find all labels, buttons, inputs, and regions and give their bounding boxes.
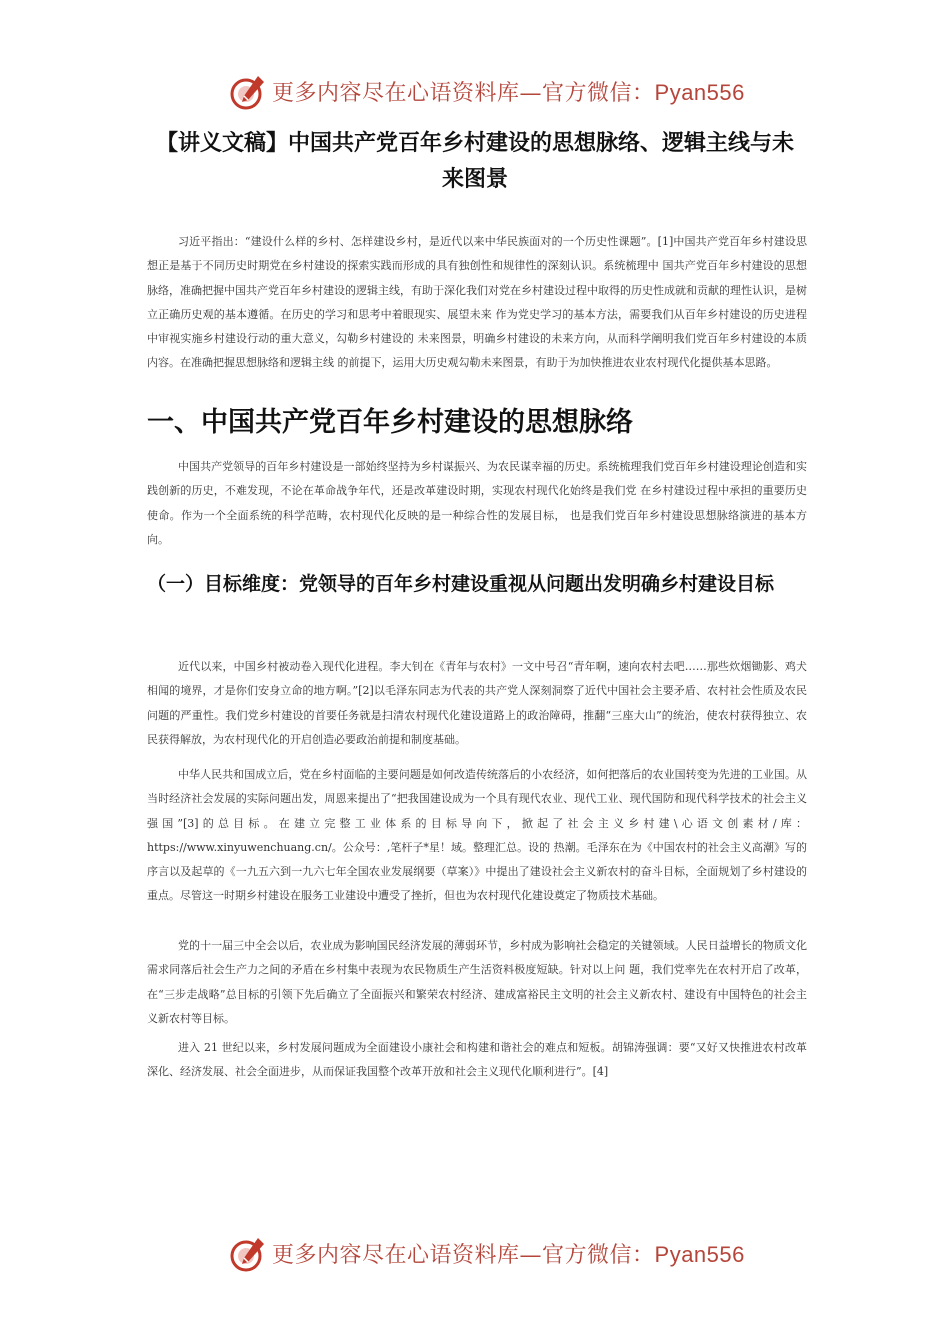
intro-paragraph: 习近平指出：“建设什么样的乡村、怎样建设乡村，是近代以来中华民族面对的一个历史性课题”。[1]中国共产党百年乡村建设思想正是基于不同历史时期党在乡村建设的探索实践而形成的具有独创性和规律性的深刻认识。系统梳理中 国共产党百年乡村建设的思想脉络，准确把握中国共产党百年乡村建设的逻辑主线，有助于深化我们对党在乡村建设过程中取得的历史性成就和贡献的理性认识，是树立正确历史观的基本遵循。在历史的学习和思考中着眼现实、展望未来 作为党史学习的基本方法，需要我们从百年乡村建设的历史进程中审视实施乡村建设行动的重大意义，勾勒乡村建设的 未来图景，明确乡村建设的未来方向，从而科学阐明我们党百年乡村建设的本质内容。在准确把握思想脉络和逻辑主线 的前提下，运用大历史观勾勒未来图景，有助于为加快推进农业农村现代化提供基本思路。 [147, 235, 807, 370]
section-heading-1: 一、中国共产党百年乡村建设的思想脉络 [147, 407, 633, 438]
subsection1-paragraph-2: 中华人民共和国成立后，党在乡村面临的主要问题是如何改造传统落后的小农经济，如何把落后的农业国转变为先进的工业国。从当时经济社会发展的实际问题出发，周恩来提出了“把我国建设成为一个具有现代农业、现代工业、现代国防和现代科学技术的社会主义强国”[3]的总目标。在建立完整工业体系的目标导向下，掀起了社会主义乡村建\心语文创素材/库：https://www.xinyuwenchuang.cn/。公众号：,笔杆子*星！域。整理汇总。设的 热潮。毛泽东在为《中国农村的社会主义高潮》写的序言以及起草的《一九五六到一九六七年全国农业发展纲要（草案）》中提出了建设社会主义新农村的奋斗目标，全面规划了乡村建设的重点。尽管这一时期乡村建设在服务工业建设中遭受了挫折，但也为农村现代化建设奠定了物质技术基础。 [147, 768, 807, 903]
header-banner [0, 70, 950, 114]
banner-text: 更多内容尽在心语资料库—官方微信：Pyan556 [272, 1242, 745, 1268]
subsection1-paragraph-3: 党的十一届三中全会以后，农业成为影响国民经济发展的薄弱环节，乡村成为影响社会稳定的关键领域。人民日益增长的物质文化需求同落后社会生产力之间的矛盾在乡村集中表现为农民物质生产生活资料极度短缺。针对以上问 题，我们党率先在农村开启了改革，在“三步走战略”总目标的引领下先后确立了全面振兴和繁荣农村经济、建成富裕民主文明的社会主义新农村、建设有中国特色的社会主义新农村等目标。 [147, 939, 807, 1025]
wechat-id: Pyan556 [654, 1242, 745, 1267]
subsection1-paragraph-4: 进入 21 世纪以来，乡村发展问题成为全面建设小康社会和构建和谐社会的难点和短板。胡锦涛强调：要“又好又快推进农村改革深化、经济发展、社会全面进步，从而保证我国整个改革开放和社会主义现代化顺利进行”。[4] [147, 1041, 807, 1079]
section1-paragraph: 中国共产党领导的百年乡村建设是一部始终坚持为乡村谋振兴、为农民谋幸福的历史。系统梳理我们党百年乡村建设理论创造和实践创新的历史，不难发现，不论在革命战争年代，还是改革建设时期，实现农村现代化始终是我们党 在乡村建设过程中承担的重要历史使命。作为一个全面系统的科学范畴，农村现代化反映的是一种综合性的发展目标， 也是我们党百年乡村建设思想脉络演进的基本方向。 [147, 460, 807, 546]
pen-logo-icon [228, 1234, 268, 1274]
wechat-id: Pyan556 [654, 80, 745, 105]
subsection-heading-1: （一）目标维度：党领导的百年乡村建设重视从问题出发明确乡村建设目标 [147, 573, 775, 595]
document-title: 【讲义文稿】中国共产党百年乡村建设的思想脉络、逻辑主线与未来图景 [155, 131, 794, 192]
pen-logo-icon [228, 72, 268, 112]
subsection1-paragraph-1: 近代以来，中国乡村被动卷入现代化进程。李大钊在《青年与农村》一文中号召“青年啊，速向农村去吧……那些炊烟锄影、鸡犬相闻的境界，才是你们安身立命的地方啊。”[2]以毛泽东同志为代表的共产党人深刻洞察了近代中国社会主要矛盾、农村社会性质及农民问题的严重性。我们党乡村建设的首要任务就是扫清农村现代化建设道路上的政治障碍，推翻“三座大山”的统治，使农村获得独立、农民获得解放，为农村现代化的开启创造必要政治前提和制度基础。 [147, 660, 807, 746]
banner-text: 更多内容尽在心语资料库—官方微信：Pyan556 [272, 80, 745, 106]
footer-banner [0, 1232, 950, 1276]
